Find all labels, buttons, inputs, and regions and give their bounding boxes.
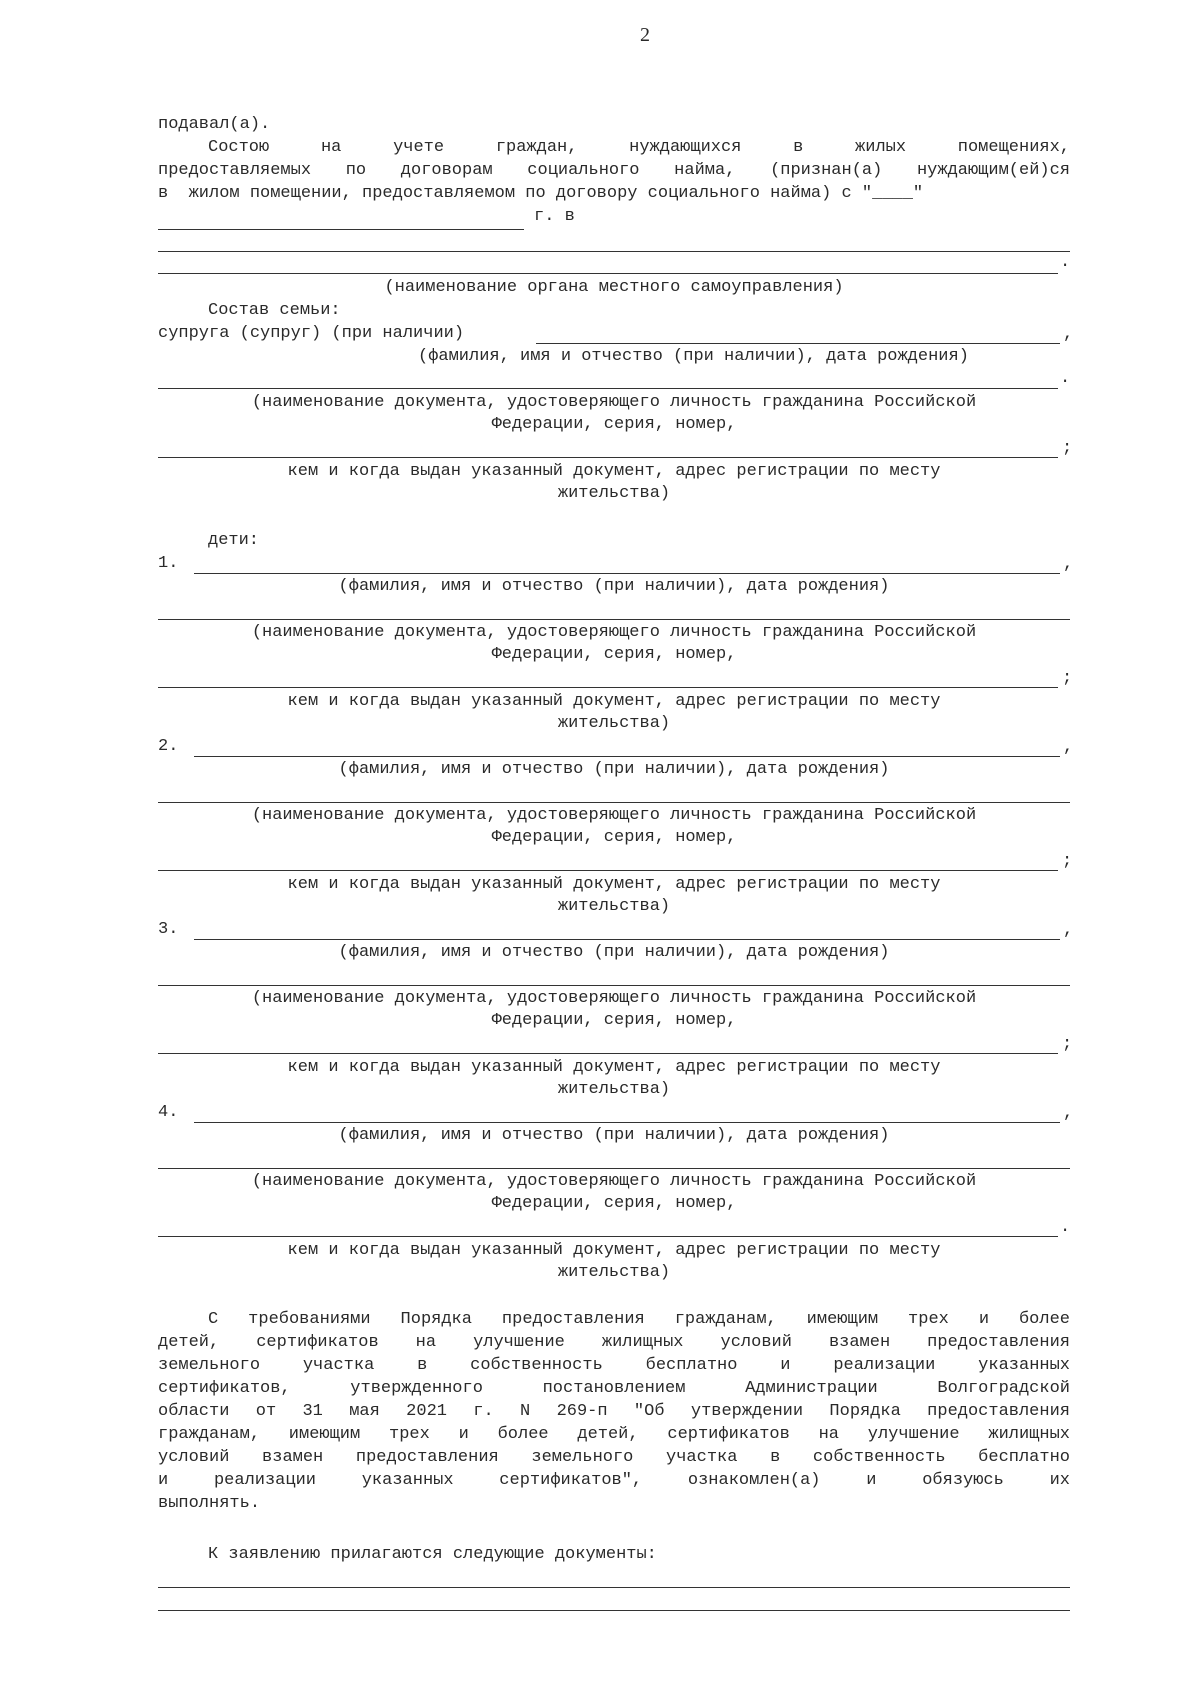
doc-caption-line-1: (наименование документа, удостоверяющего личность гражданина Российской (251, 1172, 977, 1191)
text-year-in: г. в (534, 207, 575, 226)
semicolon: ; (1062, 852, 1073, 871)
family-heading: Состав семьи: (208, 301, 341, 320)
issued-caption-line-1: кем и когда выдан указанный документ, адрес регистрации по месту (287, 1058, 941, 1077)
requirements-line: выполнять. (158, 1494, 261, 1513)
spouse-label: супруга (супруг) (при наличии) (158, 324, 465, 343)
child-number: 1. (158, 554, 179, 573)
doc-caption-line-2: Федерации, серия, номер, (491, 828, 737, 847)
fio-caption: (фамилия, имя и отчество (при наличии), дата рождения) (418, 347, 969, 366)
child-doc-line[interactable] (158, 985, 1070, 986)
comma: , (1063, 325, 1074, 344)
doc-caption-line-2: Федерации, серия, номер, (491, 1011, 737, 1030)
requirements-line: гражданам, имеющим трех и более детей, сертификатов на улучшение жилищных (158, 1425, 1070, 1444)
issued-caption-line-2: жительства) (557, 897, 671, 916)
dot: . (1060, 369, 1071, 388)
requirements-line: детей, сертификатов на улучшение жилищных условий взамен предоставления (158, 1333, 1070, 1352)
child-issued-line[interactable] (158, 1053, 1058, 1054)
issued-caption-line-2: жительства) (557, 1080, 671, 1099)
fio-caption: (фамилия, имя и отчество (при наличии), дата рождения) (338, 577, 890, 596)
fio-caption: (фамилия, имя и отчество (при наличии), дата рождения) (338, 760, 890, 779)
requirements-line: земельного участка в собственность бесплатно и реализации указанных (158, 1356, 1070, 1375)
issued-caption-line-2: жительства) (557, 484, 671, 503)
text-line-submitted: подавал(а). (158, 115, 271, 134)
semicolon: ; (1062, 669, 1073, 688)
text-status-line-2: предоставляемых по договорам социального найма, (признан(а) нуждающим(ей)ся (158, 161, 1070, 180)
issued-caption-line-2: жительства) (557, 714, 671, 733)
comma: , (1063, 738, 1074, 757)
attachments-label: К заявлению прилагаются следующие документы: (208, 1545, 657, 1564)
child-fio-line[interactable] (194, 939, 1060, 940)
children-heading: дети: (208, 531, 260, 550)
doc-caption-line-2: Федерации, серия, номер, (491, 645, 737, 664)
doc-caption-line-1: (наименование документа, удостоверяющего личность гражданина Российской (251, 623, 977, 642)
attachments-line-1[interactable] (158, 1587, 1070, 1588)
issued-caption-line-1: кем и когда выдан указанный документ, адрес регистрации по месту (287, 692, 941, 711)
doc-caption-line-1: (наименование документа, удостоверяющего личность гражданина Российской (251, 806, 977, 825)
child-issued-line[interactable] (158, 687, 1058, 688)
child-fio-line[interactable] (194, 573, 1060, 574)
child-doc-line[interactable] (158, 619, 1070, 620)
fio-caption: (фамилия, имя и отчество (при наличии), дата рождения) (338, 943, 890, 962)
requirements-line: области от 31 мая 2021 г. N 269-п "Об утверждении Порядка предоставления (158, 1402, 1070, 1421)
requirements-paragraph (158, 1308, 1070, 1515)
text-status-line-3: в жилом помещении, предоставляемом по договору социального найма) с "____" (158, 184, 924, 203)
child-fio-line[interactable] (194, 1122, 1060, 1123)
spouse-issued-line[interactable] (158, 457, 1058, 458)
issued-caption-line-1: кем и когда выдан указанный документ, адрес регистрации по месту (287, 875, 941, 894)
comma: , (1063, 921, 1074, 940)
doc-caption-line-1: (наименование документа, удостоверяющего личность гражданина Российской (251, 989, 977, 1008)
requirements-line: условий взамен предоставления земельного участка в собственность бесплатно (158, 1448, 1070, 1467)
spouse-fio-line[interactable] (536, 343, 1060, 344)
end-dot: . (1060, 253, 1071, 272)
comma: , (1063, 1104, 1074, 1123)
requirements-line: и реализации указанных сертификатов", ознакомлен(а) и обязуюсь их (158, 1471, 1070, 1490)
organ-blank-line-2[interactable] (158, 273, 1058, 274)
comma: , (1063, 555, 1074, 574)
child-doc-line[interactable] (158, 802, 1070, 803)
organ-caption: (наименование органа местного самоуправления) (384, 278, 844, 297)
doc-caption-line-2: Федерации, серия, номер, (491, 415, 737, 434)
semicolon: ; (1062, 439, 1073, 458)
dot: . (1060, 1218, 1071, 1237)
date-blank-line[interactable] (158, 229, 524, 230)
child-number: 2. (158, 737, 179, 756)
child-doc-line[interactable] (158, 1168, 1070, 1169)
page-number: 2 (640, 24, 650, 46)
child-issued-line[interactable] (158, 870, 1058, 871)
requirements-line: С требованиями Порядка предоставления гражданам, имеющим трех и более (208, 1310, 1070, 1329)
doc-caption-line-2: Федерации, серия, номер, (491, 1194, 737, 1213)
issued-caption-line-2: жительства) (557, 1263, 671, 1282)
text-status-line-1: Состою на учете граждан, нуждающихся в жилых помещениях, (208, 138, 1070, 157)
child-number: 3. (158, 920, 179, 939)
child-issued-line[interactable] (158, 1236, 1058, 1237)
organ-blank-line-1[interactable] (158, 251, 1070, 252)
requirements-line: сертификатов, утвержденного постановлением Администрации Волгоградской (158, 1379, 1070, 1398)
doc-caption-line-1: (наименование документа, удостоверяющего личность гражданина Российской (251, 393, 977, 412)
fio-caption: (фамилия, имя и отчество (при наличии), дата рождения) (338, 1126, 890, 1145)
child-fio-line[interactable] (194, 756, 1060, 757)
child-number: 4. (158, 1103, 179, 1122)
semicolon: ; (1062, 1035, 1073, 1054)
issued-caption-line-1: кем и когда выдан указанный документ, адрес регистрации по месту (287, 1241, 941, 1260)
attachments-line-2[interactable] (158, 1610, 1070, 1611)
issued-caption-line-1: кем и когда выдан указанный документ, адрес регистрации по месту (287, 462, 941, 481)
spouse-doc-line[interactable] (158, 388, 1058, 389)
